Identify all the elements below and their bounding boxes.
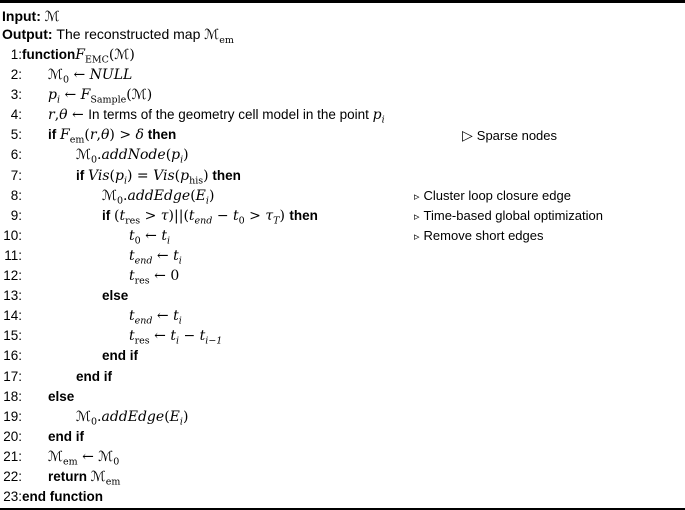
- code-segment: In terms of the geometry cell model in the point: [88, 107, 373, 123]
- code-segment: ℳ: [204, 27, 220, 43]
- code-segment: function: [22, 47, 76, 62]
- code-segment: ): [208, 187, 215, 204]
- line-number: 23:: [3, 489, 22, 505]
- code-segment: (: [114, 207, 120, 224]
- comment-triangle-icon: ▹: [414, 190, 420, 203]
- code-segment: em: [69, 135, 85, 147]
- algo-line: [2, 127, 685, 147]
- code-segment: 0: [134, 235, 141, 247]
- code-segment: EMC: [84, 54, 109, 66]
- code-content: [22, 408, 189, 428]
- code-segment: then: [143, 127, 177, 143]
- line-number: 19:: [3, 408, 22, 424]
- comment-text: Cluster loop closure edge: [423, 187, 571, 203]
- code-segment: ): [182, 408, 189, 425]
- code-segment: (: [165, 147, 172, 164]
- code-segment: E: [169, 408, 180, 425]
- comment: [414, 208, 603, 223]
- code-segment: Sample: [90, 94, 127, 106]
- code-segment: 0: [238, 215, 245, 227]
- code-segment: i: [178, 255, 182, 267]
- algo-line: [2, 188, 685, 208]
- line-number: 17:: [3, 368, 22, 384]
- code-segment: τ: [265, 207, 274, 224]
- line-number: 14:: [3, 308, 22, 324]
- code-segment: θ: [100, 127, 110, 144]
- algo-line: [2, 268, 685, 288]
- line-number: 3:: [10, 87, 22, 103]
- algo-line: [2, 248, 685, 268]
- code-content: [22, 207, 318, 227]
- code-segment: ,: [96, 127, 101, 144]
- code-segment: then: [208, 167, 241, 183]
- code-segment: end: [194, 215, 213, 227]
- code-segment: i: [179, 416, 183, 428]
- code-segment: ←: [149, 328, 171, 345]
- code-content: [22, 227, 171, 247]
- code-segment: >: [140, 207, 161, 224]
- algorithm-header: [0, 3, 685, 44]
- code-segment: addEdge: [127, 187, 191, 204]
- algo-line: [2, 328, 685, 348]
- code-segment: F: [80, 87, 91, 104]
- code-segment: (: [174, 167, 181, 184]
- code-segment: ←: [69, 67, 90, 84]
- algo-line: [2, 107, 685, 127]
- code-segment: t: [233, 207, 239, 224]
- line-number: 10:: [3, 227, 22, 243]
- line-number: 11:: [4, 247, 22, 263]
- code-segment: (: [108, 47, 115, 63]
- line-number: 18:: [3, 388, 22, 404]
- code-segment: τ: [160, 207, 169, 224]
- code-segment: t: [129, 247, 135, 264]
- algo-line: [2, 489, 685, 509]
- code-segment: p: [48, 87, 57, 104]
- code-segment: ←: [60, 87, 81, 104]
- code-content: [22, 87, 153, 106]
- line-number: 21:: [3, 448, 22, 464]
- algo-line: [2, 228, 685, 248]
- code-segment: Vis: [153, 167, 175, 184]
- code-segment: .: [97, 147, 102, 164]
- code-segment: ℳ: [48, 67, 63, 84]
- code-segment: ←: [152, 247, 174, 264]
- code-segment: t: [170, 328, 176, 345]
- code-segment: end function: [22, 489, 103, 505]
- code-segment: −: [179, 328, 200, 345]
- code-segment: ←: [152, 308, 174, 325]
- code-segment: ) >: [109, 127, 136, 144]
- comment: [414, 228, 543, 243]
- code-segment: if: [102, 207, 114, 223]
- code-segment: Vis: [88, 167, 110, 184]
- code-content: [22, 247, 182, 267]
- line-number: 6:: [10, 147, 22, 163]
- code-segment: )||(: [168, 207, 189, 224]
- code-segment: end if: [76, 368, 112, 384]
- comment-triangle-icon: ▷: [462, 127, 473, 144]
- code-segment: t: [129, 328, 135, 345]
- code-segment: ←: [140, 227, 162, 244]
- header-line: [2, 26, 685, 44]
- algo-line: [2, 168, 685, 188]
- code-segment: t: [129, 308, 135, 325]
- code-segment: F: [75, 47, 85, 63]
- code-content: [22, 167, 241, 187]
- code-segment: r: [48, 107, 55, 124]
- algo-line: [2, 348, 685, 368]
- algo-line: [2, 429, 685, 449]
- code-segment: ): [203, 167, 209, 184]
- code-segment: ← 0: [149, 268, 180, 285]
- code-segment: t: [129, 268, 135, 285]
- code-content: [22, 308, 182, 327]
- line-number: 20:: [3, 428, 22, 444]
- code-segment: 0: [90, 155, 98, 167]
- code-segment: if: [48, 127, 60, 143]
- code-segment: i: [175, 336, 180, 347]
- code-segment: ℳ: [114, 47, 130, 63]
- code-content: [22, 127, 177, 147]
- code-segment: end if: [102, 348, 138, 364]
- line-number: 1:: [10, 47, 22, 62]
- comment-text: Time-based global optimization: [423, 207, 603, 223]
- code-content: [22, 348, 138, 363]
- line-number: 2:: [10, 67, 22, 83]
- code-segment: ): [279, 207, 290, 224]
- code-segment: (: [126, 87, 132, 104]
- code-segment: p: [115, 167, 124, 184]
- code-segment: t: [129, 227, 135, 244]
- code-segment: r: [89, 127, 97, 144]
- code-segment: NULL: [89, 67, 133, 84]
- code-segment: (: [84, 127, 90, 144]
- comment-triangle-icon: ▹: [414, 230, 420, 243]
- code-segment: ℳ: [131, 87, 147, 104]
- code-content: [22, 369, 112, 384]
- code-content: [22, 187, 215, 207]
- code-content: [22, 389, 74, 404]
- line-number: 16:: [3, 348, 22, 364]
- code-segment: ℳ: [76, 408, 91, 425]
- algo-line: [2, 87, 685, 107]
- code-segment: ): [129, 47, 135, 63]
- code-segment: F: [60, 127, 70, 144]
- comment-text: Remove short edges: [423, 227, 544, 243]
- header-line: [2, 8, 685, 26]
- code-segment: i: [56, 94, 61, 106]
- line-number: 22:: [3, 468, 22, 484]
- code-segment: 0: [62, 74, 70, 86]
- code-segment: δ: [135, 127, 144, 144]
- code-segment: θ: [59, 107, 68, 124]
- line-number: 8:: [10, 187, 22, 203]
- code-segment: ℳ: [90, 468, 106, 485]
- code-segment: 0: [113, 456, 120, 468]
- code-content: [22, 429, 84, 444]
- code-segment: (: [164, 408, 170, 425]
- comment-text: Sparse nodes: [476, 128, 558, 144]
- code-segment: ←: [77, 448, 99, 465]
- algo-line: [2, 47, 685, 67]
- code-segment: else: [48, 388, 75, 404]
- code-segment: p: [372, 107, 382, 124]
- code-content: [22, 47, 135, 66]
- code-segment: ) =: [127, 167, 154, 184]
- comment: [462, 127, 557, 144]
- code-segment: (: [190, 187, 196, 204]
- algorithm-body: [0, 47, 685, 509]
- algo-line: [2, 147, 685, 167]
- code-segment: 0: [116, 195, 124, 207]
- code-content: [22, 67, 133, 86]
- comment-triangle-icon: ▹: [414, 210, 420, 223]
- code-content: [22, 107, 385, 126]
- code-segment: i: [166, 235, 171, 247]
- code-segment: The reconstructed map: [56, 26, 205, 42]
- code-segment: addEdge: [101, 408, 165, 425]
- code-segment: i−1: [205, 336, 223, 347]
- code-content: [22, 288, 128, 303]
- code-segment: ℳ: [76, 147, 91, 164]
- code-segment: ): [146, 87, 153, 104]
- code-content: [22, 468, 121, 488]
- code-segment: p: [171, 147, 181, 164]
- line-number: 9:: [10, 207, 22, 223]
- code-segment: ℳ: [102, 187, 117, 204]
- code-segment: return: [48, 468, 91, 484]
- code-segment: i: [381, 114, 385, 126]
- code-segment: E: [195, 187, 206, 204]
- line-number: 5:: [10, 127, 22, 143]
- code-segment: (: [109, 167, 115, 184]
- code-segment: ←: [67, 107, 89, 124]
- code-segment: res: [134, 336, 150, 347]
- code-content: [22, 448, 120, 468]
- code-segment: t: [119, 207, 126, 224]
- algo-line: [2, 67, 685, 87]
- algo-line: [2, 369, 685, 389]
- algo-line: [2, 208, 685, 228]
- code-segment: end if: [48, 428, 84, 444]
- line-number: 4:: [10, 107, 22, 123]
- code-segment: res: [125, 215, 141, 227]
- code-segment: T: [273, 215, 280, 227]
- code-segment: then: [289, 207, 318, 223]
- line-number: 7:: [10, 167, 22, 183]
- code-segment: i: [178, 315, 182, 327]
- code-segment: >: [244, 207, 266, 224]
- code-segment: 0: [90, 416, 98, 428]
- code-segment: ℳ: [98, 448, 114, 465]
- code-content: [22, 147, 189, 167]
- algo-line: [2, 288, 685, 308]
- code-segment: res: [134, 275, 150, 287]
- code-segment: t: [188, 207, 195, 224]
- code-segment: i: [123, 175, 128, 187]
- code-segment: his: [189, 175, 204, 187]
- code-segment: .: [123, 187, 128, 204]
- code-segment: .: [97, 408, 102, 425]
- code-segment: −: [212, 207, 234, 224]
- code-content: [22, 328, 223, 347]
- code-content: [22, 268, 180, 287]
- code-segment: em: [219, 34, 234, 46]
- code-segment: end: [134, 315, 153, 327]
- code-segment: end: [134, 255, 153, 267]
- code-segment: Output:: [2, 26, 57, 42]
- code-segment: addNode: [101, 147, 166, 164]
- line-number: 13:: [3, 288, 22, 304]
- algo-line: [2, 409, 685, 429]
- code-segment: t: [161, 227, 167, 244]
- code-segment: else: [102, 288, 129, 304]
- line-number: 15:: [3, 328, 22, 344]
- algo-line: [2, 308, 685, 328]
- algo-line: [2, 469, 685, 489]
- code-segment: i: [205, 195, 209, 207]
- code-segment: i: [180, 155, 184, 167]
- code-segment: ℳ: [44, 9, 60, 25]
- code-segment: t: [173, 247, 179, 264]
- code-segment: Input:: [2, 8, 45, 24]
- code-content: [22, 489, 103, 504]
- code-segment: t: [199, 328, 206, 345]
- code-segment: em: [105, 476, 121, 488]
- code-segment: ,: [54, 107, 60, 124]
- algo-line: [2, 389, 685, 409]
- code-segment: ℳ: [48, 448, 63, 465]
- code-segment: if: [76, 167, 88, 183]
- code-segment: em: [62, 456, 78, 468]
- code-segment: ): [183, 147, 189, 164]
- code-segment: t: [173, 308, 179, 325]
- line-number: 12:: [3, 268, 22, 284]
- comment: [414, 188, 571, 203]
- code-segment: p: [180, 167, 190, 184]
- algo-line: [2, 449, 685, 469]
